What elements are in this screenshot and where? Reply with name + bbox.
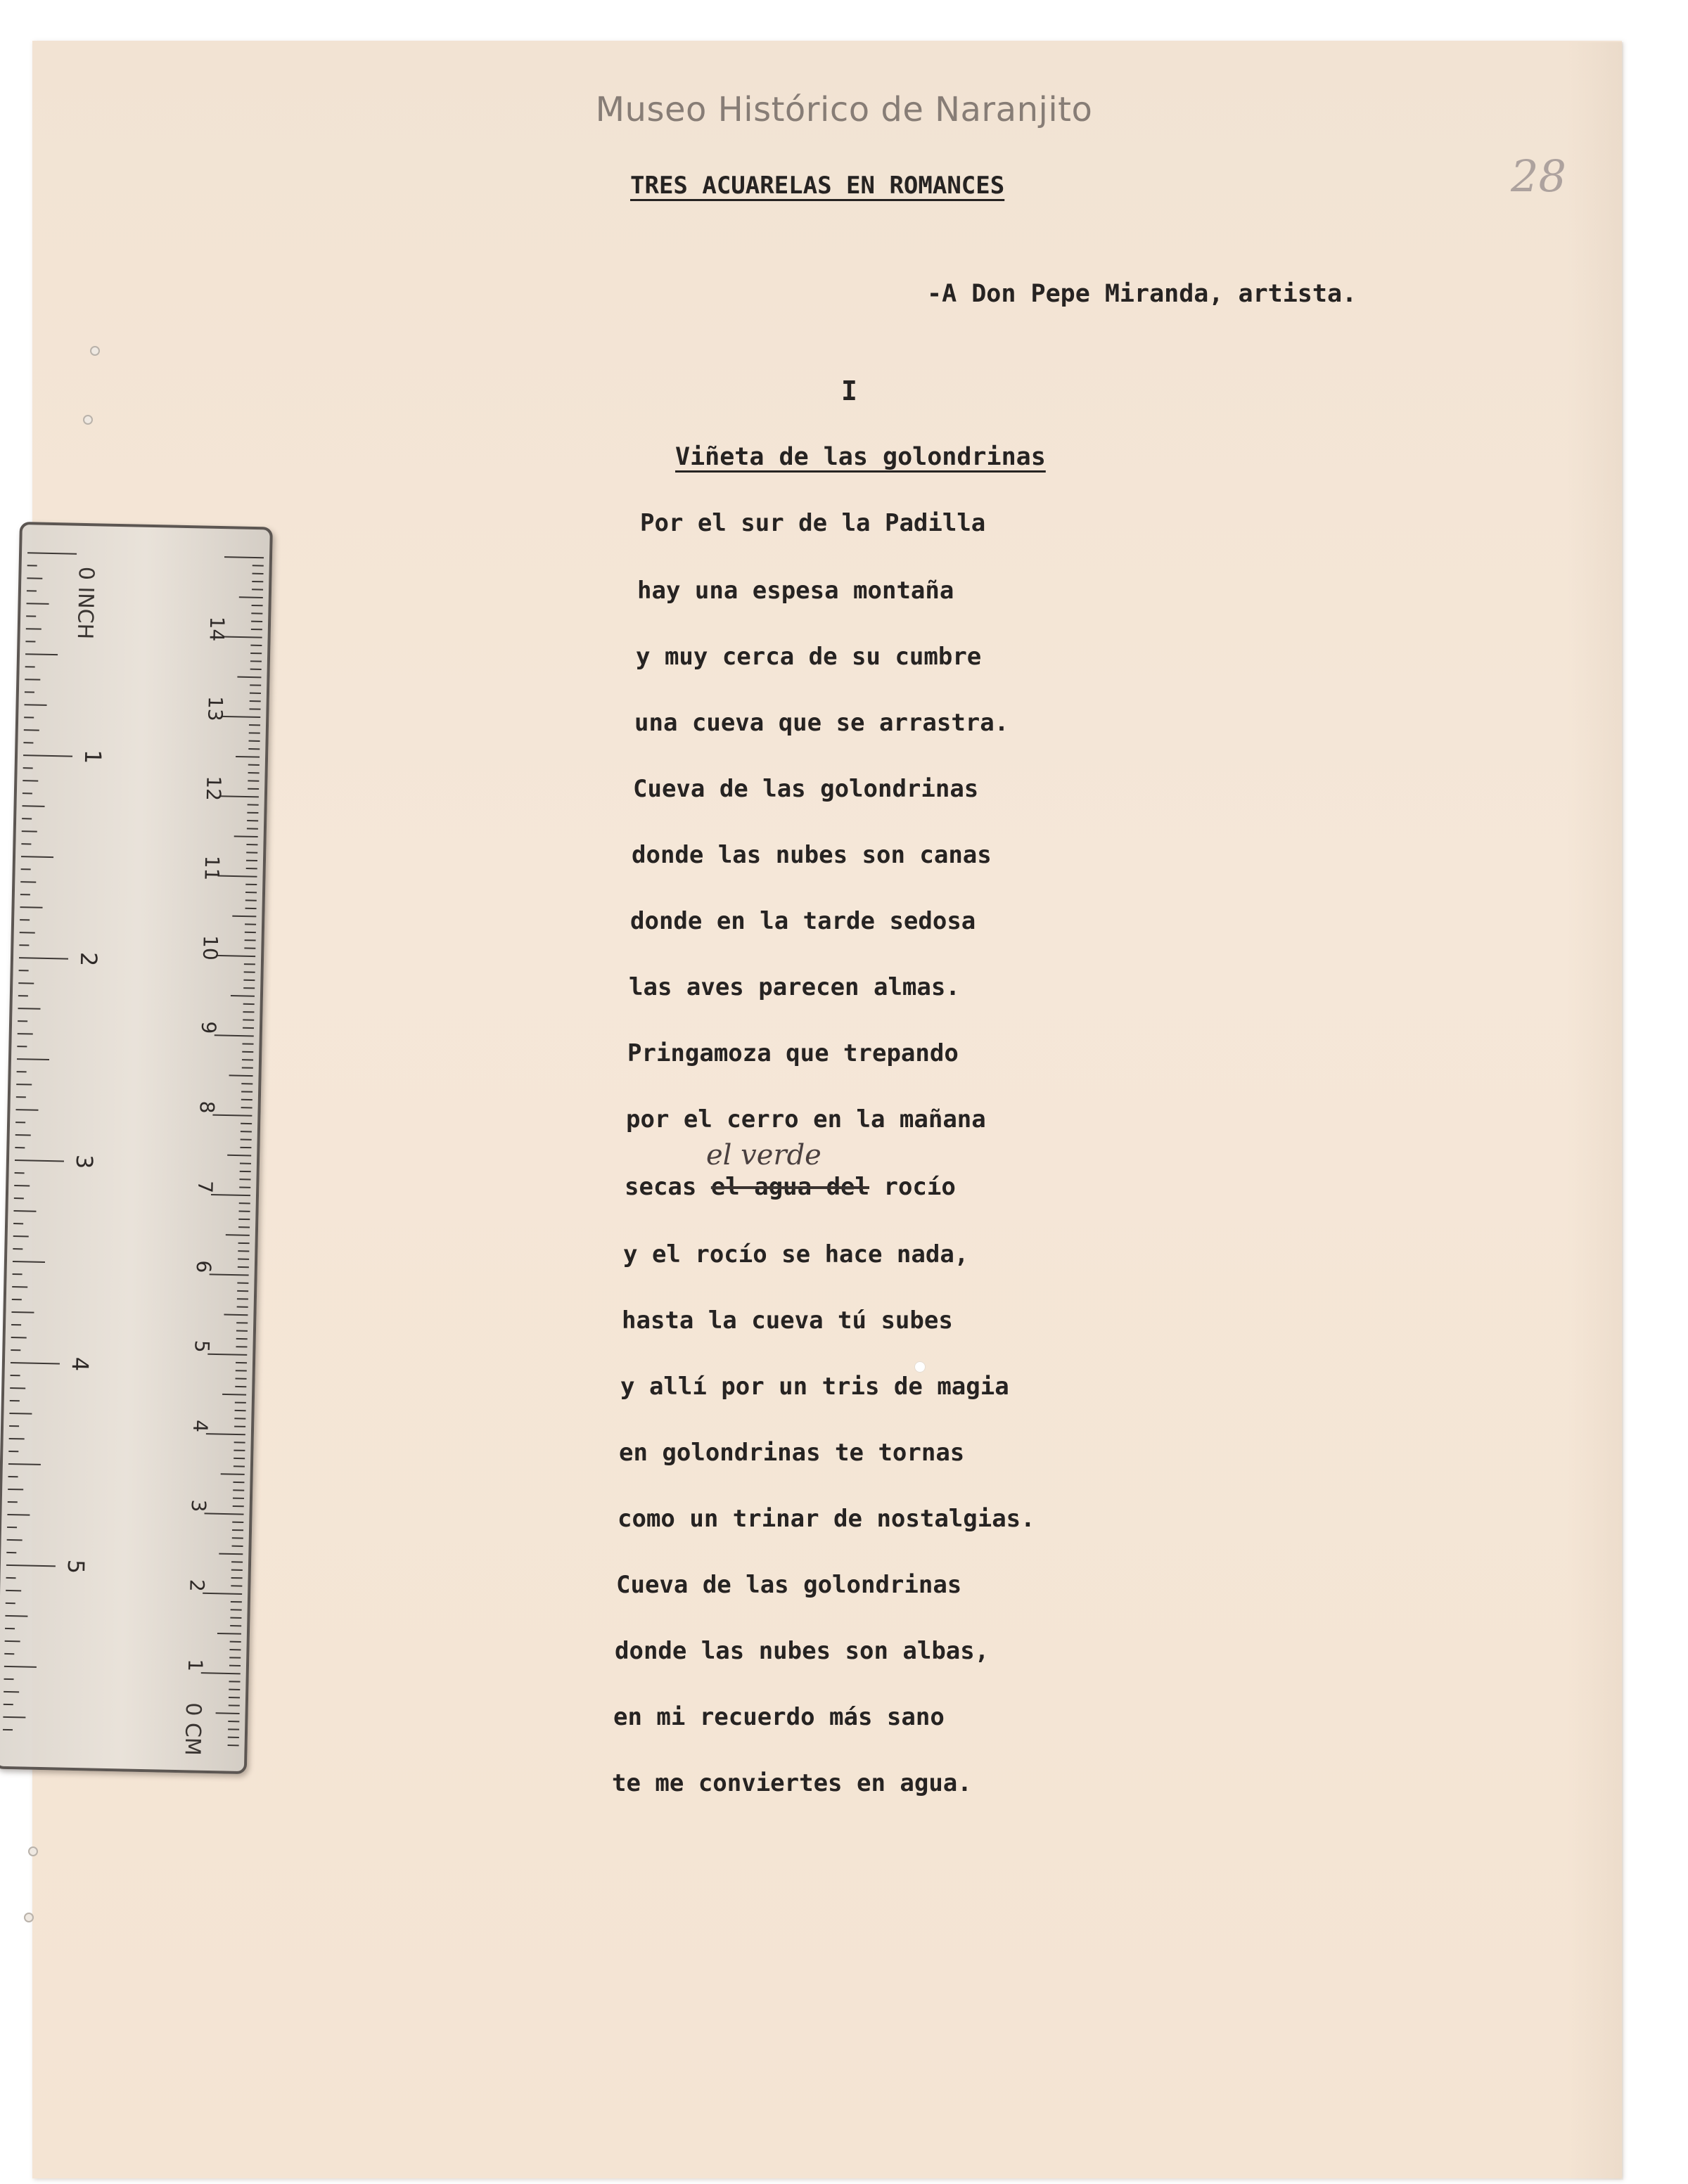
measurement-ruler bbox=[0, 522, 273, 1774]
document-title: TRES ACUARELAS EN ROMANCES bbox=[630, 172, 1005, 200]
inch-tick bbox=[20, 907, 43, 908]
inch-number: 3 bbox=[70, 1154, 98, 1169]
paper-edge-shadow bbox=[1567, 42, 1623, 2180]
cm-tick bbox=[222, 1394, 246, 1395]
paper-mark bbox=[24, 1913, 34, 1922]
handwritten-page-number: 28 bbox=[1511, 150, 1566, 202]
cm-number: 12 bbox=[201, 776, 226, 802]
inch-tick bbox=[9, 1413, 32, 1414]
cm-tick bbox=[207, 1354, 247, 1355]
inch-tick bbox=[18, 1008, 41, 1009]
cm-tick bbox=[205, 1513, 244, 1514]
cm-tick bbox=[217, 1633, 241, 1634]
inch-tick bbox=[3, 1717, 25, 1718]
inch-tick bbox=[23, 806, 45, 807]
cm-number: 10 bbox=[198, 934, 222, 961]
cm-tick bbox=[227, 1155, 251, 1156]
paper-mark bbox=[83, 415, 93, 425]
inch-tick bbox=[8, 1464, 41, 1465]
cm-number: 8 bbox=[195, 1100, 219, 1114]
edited-verse-line bbox=[625, 1173, 956, 1201]
inch-tick bbox=[15, 1160, 64, 1161]
inch-number: 2 bbox=[75, 951, 103, 967]
edited-line-start: secas bbox=[625, 1173, 711, 1201]
inch-tick bbox=[5, 1616, 27, 1617]
cm-number: 1 bbox=[183, 1658, 207, 1672]
verse-line: y allí por un tris de magia bbox=[620, 1373, 1009, 1401]
verse-line: y muy cerca de su cumbre bbox=[636, 643, 982, 671]
inch-tick bbox=[4, 1666, 37, 1667]
verse-line: hasta la cueva tú subes bbox=[622, 1306, 953, 1335]
cm-number: 2 bbox=[185, 1579, 209, 1593]
cm-tick bbox=[215, 1035, 254, 1036]
verse-line: Por el sur de la Padilla bbox=[640, 509, 986, 537]
cm-tick bbox=[224, 557, 264, 558]
cm-tick bbox=[216, 1713, 240, 1714]
inch-tick bbox=[13, 1261, 45, 1262]
verse-line: las aves parecen almas. bbox=[629, 973, 960, 1001]
cm-tick bbox=[219, 1554, 243, 1555]
handwritten-insertion: el verde bbox=[706, 1139, 821, 1171]
inch-tick bbox=[11, 1312, 34, 1313]
paper-mark bbox=[90, 346, 100, 356]
ruler-cm-label: 0 CM bbox=[179, 1702, 206, 1756]
inch-tick bbox=[6, 1565, 56, 1566]
section-number: I bbox=[841, 375, 857, 406]
ruler-inch-label: 0 INCH bbox=[72, 566, 98, 640]
verse-line: Cueva de las golondrinas bbox=[616, 1571, 962, 1599]
verse-line: donde en la tarde sedosa bbox=[630, 907, 976, 935]
verse-line: y el rocío se hace nada, bbox=[623, 1240, 969, 1268]
cm-number: 11 bbox=[200, 855, 224, 881]
inch-number: 1 bbox=[79, 749, 107, 764]
inch-tick bbox=[23, 755, 72, 756]
verse-line: Pringamoza que trepando bbox=[627, 1039, 959, 1067]
cm-number: 7 bbox=[193, 1180, 217, 1194]
inch-tick bbox=[25, 654, 58, 655]
verse-line: te me conviertes en agua. bbox=[612, 1769, 972, 1797]
museum-watermark: Museo Histórico de Naranjito bbox=[595, 90, 1093, 129]
cm-tick bbox=[239, 597, 263, 598]
cm-tick bbox=[224, 1314, 248, 1315]
inch-tick bbox=[27, 603, 49, 604]
cm-number: 6 bbox=[191, 1260, 216, 1273]
verse-line: una cueva que se arrastra. bbox=[634, 709, 1009, 737]
cm-number: 4 bbox=[188, 1419, 212, 1433]
cm-number: 13 bbox=[203, 695, 227, 722]
verse-line: donde las nubes son albas, bbox=[615, 1637, 990, 1665]
cm-number: 14 bbox=[205, 616, 229, 642]
inch-tick bbox=[13, 1211, 36, 1212]
dedication: -A Don Pepe Miranda, artista. bbox=[927, 280, 1357, 308]
cm-tick bbox=[221, 1474, 245, 1475]
verse-line: como un trinar de nostalgias. bbox=[618, 1505, 1035, 1533]
cm-number: 9 bbox=[196, 1021, 221, 1034]
inch-number: 4 bbox=[66, 1356, 94, 1372]
cm-tick bbox=[229, 1075, 253, 1076]
verse-line: en mi recuerdo más sano bbox=[613, 1703, 945, 1731]
cm-tick bbox=[237, 677, 261, 678]
cm-number: 5 bbox=[190, 1340, 214, 1354]
inch-tick bbox=[21, 856, 53, 857]
cm-tick bbox=[203, 1593, 242, 1594]
inch-tick bbox=[17, 1059, 49, 1060]
cm-number: 3 bbox=[186, 1499, 210, 1512]
verse-line: por el cerro en la mañana bbox=[626, 1105, 986, 1133]
cm-tick bbox=[232, 916, 256, 917]
verse-line: hay una espesa montaña bbox=[637, 577, 954, 605]
section-title: Viñeta de las golondrinas bbox=[675, 443, 1046, 471]
verse-line: en golondrinas te tornas bbox=[619, 1439, 965, 1467]
cm-tick bbox=[234, 836, 258, 837]
cm-tick bbox=[212, 1115, 252, 1116]
edited-line-end: rocío bbox=[869, 1173, 956, 1201]
cm-tick bbox=[210, 1274, 249, 1275]
paper-hole bbox=[914, 1361, 926, 1373]
paper-mark bbox=[28, 1846, 38, 1856]
inch-number: 5 bbox=[62, 1559, 90, 1574]
ruler-ticks bbox=[0, 525, 270, 1771]
verse-line: Cueva de las golondrinas bbox=[633, 775, 979, 803]
verse-line: donde las nubes son canas bbox=[632, 841, 992, 869]
cm-tick bbox=[201, 1673, 241, 1674]
struck-text: el agua del bbox=[710, 1173, 869, 1201]
